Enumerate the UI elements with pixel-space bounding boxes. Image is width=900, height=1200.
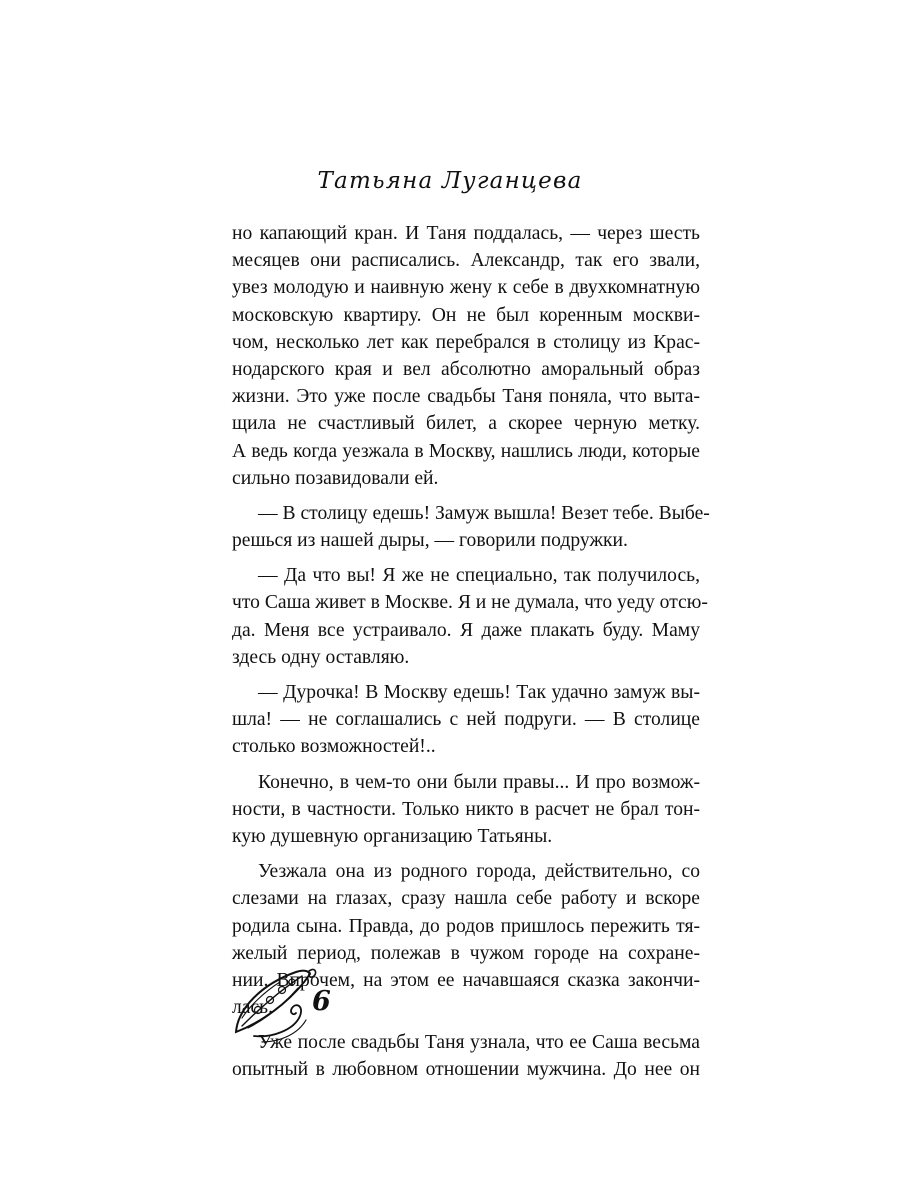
text-line: чом, несколько лет как перебрался в столицу из Крас- [232, 331, 700, 353]
paragraph [232, 679, 700, 761]
text-line: но капающий кран. И Таня поддалась, — через шесть [232, 223, 700, 244]
text-line: Уезжала она из родного города, действительно, со [258, 861, 700, 883]
text-line: шла! — не соглашались с ней подруги. — В столице [232, 709, 700, 731]
page-number: 6 [312, 986, 331, 1017]
text-line: слезами на глазах, сразу нашла себе работу и вскоре [232, 888, 700, 910]
text-line: кую душевную организацию Татьяны. [232, 825, 553, 847]
text-line: месяцев они расписались. Александр, так его звали, [232, 250, 700, 272]
text-line: щила не счастливый билет, а скорее черную метку. [232, 413, 700, 435]
text-line: нии. Впрочем, на этом ее начавшаяся сказка закончи- [232, 969, 700, 991]
paragraph [232, 562, 708, 671]
text-line: московскую квартиру. Он не был коренным москви- [232, 304, 700, 326]
running-head: Татьяна Луганцева [317, 168, 583, 194]
text-line: желый период, полежав в чужом городе на сохране- [232, 942, 700, 964]
text-line: да. Меня все устраивало. Я даже плакать буду. Маму [232, 619, 700, 641]
leaf-ornament-icon [228, 958, 320, 1046]
text-line: сильно позавидовали ей. [232, 467, 439, 489]
paragraph [232, 220, 700, 492]
text-line: жизни. Это уже после свадьбы Таня поняла, что выта- [232, 386, 700, 408]
text-line: Уже после свадьбы Таня узнала, что ее Саша весьма [258, 1032, 700, 1054]
text-line: нодарского края и вел абсолютно аморальный образ [232, 358, 700, 380]
text-line: столько возможностей!.. [232, 736, 436, 758]
text-line: — Да что вы! Я же не специально, так получилось, [258, 565, 700, 587]
text-line: увез молодую и наивную жену к себе в двухкомнатную [232, 277, 700, 299]
text-line: — В столицу едешь! Замуж вышла! Везет тебе. Выбе- [258, 502, 710, 524]
text-line: А ведь когда уезжала в Москву, нашлись люди, которые [232, 440, 700, 462]
text-line: ности, в частности. Только никто в расчет не брал тон- [232, 798, 700, 820]
text-line: решься из нашей дыры, — говорили подружки. [232, 530, 628, 552]
text-line: родила сына. Правда, до родов пришлось пережить тя- [232, 915, 700, 937]
text-line: лась. [232, 997, 274, 1019]
paragraph [232, 500, 710, 554]
text-line: — Дурочка! В Москву едешь! Так удачно замуж вы- [258, 682, 700, 703]
paragraph [232, 769, 700, 851]
text-line: что Саша живет в Москве. Я и не думала, что уеду отсю- [232, 592, 708, 614]
text-line: Конечно, в чем-то они были правы... И про возмож- [258, 771, 700, 793]
text-line: здесь одну оставляю. [232, 646, 410, 668]
text-line: опытный в любовном отношении мужчина. До нее он [232, 1059, 700, 1081]
